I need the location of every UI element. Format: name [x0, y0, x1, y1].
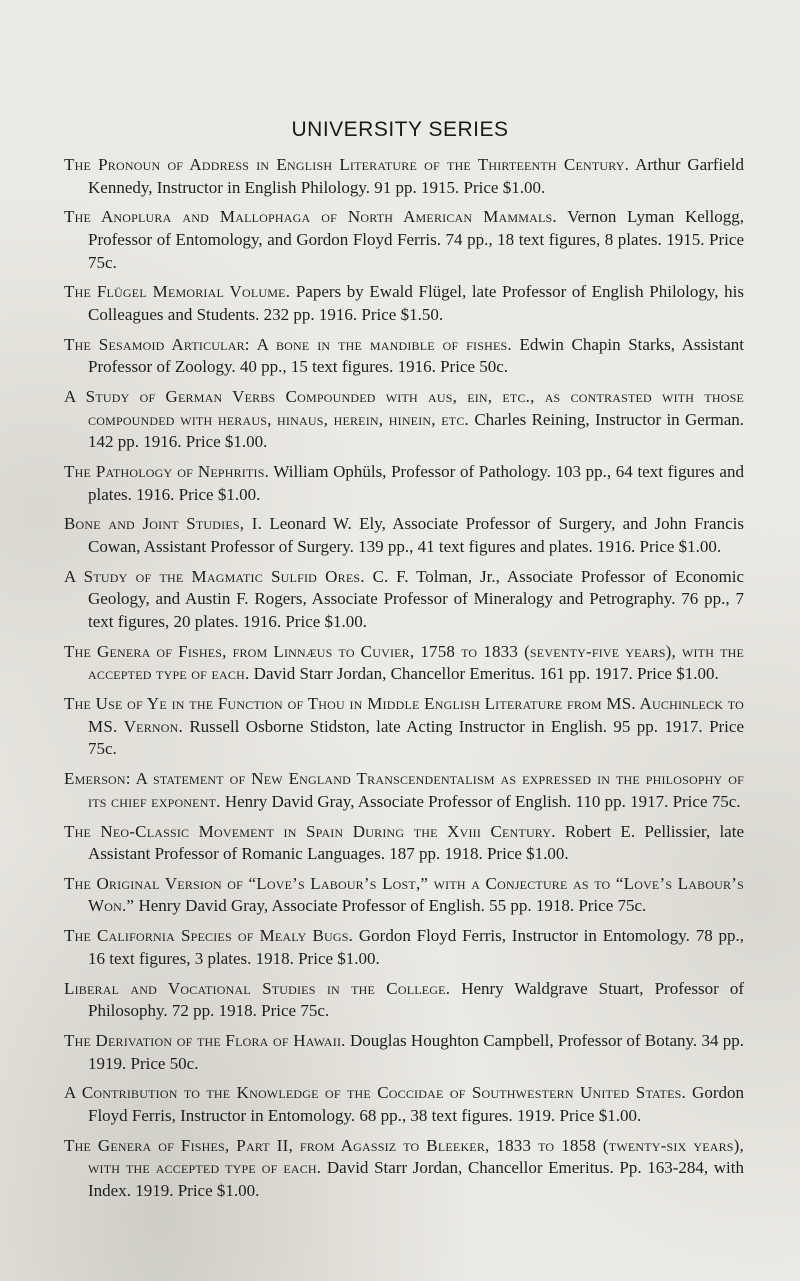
publication-entry: [64, 154, 744, 199]
entry-details: Henry Waldgrave Stuart, Professor of Philosophy. 72 pp. 1918. Price 75c.: [88, 978, 744, 1021]
entry-details: Arthur Garfield Kennedy, Instructor in English Philology. 91 pp. 1915. Price $1.00.: [88, 155, 745, 197]
publication-entry: [64, 281, 744, 326]
entry-details: Vernon Lyman Kellogg, Professor of Entomology, and Gordon Floyd Ferris. 74 pp., 18 text figures, 8 plates. 1915. Price 75c.: [88, 207, 744, 272]
entry-details: C. F. Tolman, Jr., Associate Professor of Economic Geology, and Austin F. Rogers, Associate Professor of Mineralogy and Petrography. 76 pp., 7 text figures, 20 plates. 1916. Price $1.00.: [88, 566, 745, 631]
entry-details: Russell Osborne Stidston, late Acting Instructor in English. 95 pp. 1917. Price 75c.: [88, 716, 744, 759]
entry-details: Douglas Houghton Campbell, Professor of Botany. 34 pp. 1919. Price 50c.: [88, 1031, 745, 1073]
entry-details: Robert E. Pellissier, late Assistant Professor of Romanic Languages. 187 pp. 1918. Price $1.00.: [88, 821, 744, 864]
entry-details: Leonard W. Ely, Associate Professor of Surgery, and John Francis Cowan, Assistant Professor of Surgery. 139 pp., 41 text figures and plates. 1916. Price $1.00.: [88, 514, 744, 557]
entry-title: The Use of Ye in the Function of Thou in Middle English Literature from MS. Auchinleck to MS. Vernon.: [64, 694, 744, 736]
publication-entry: [64, 461, 744, 506]
entry-details: William Ophüls, Professor of Pathology. 103 pp., 64 text figures and plates. 1916. Price $1.00.: [88, 462, 744, 504]
entry-title: The Genera of Fishes, Part II, from Agassiz to Bleeker, 1833 to 1858 (twenty-six years), with the accepted type of each.: [64, 1135, 744, 1178]
publication-entry: [64, 768, 744, 813]
entry-details: Edwin Chapin Starks, Assistant Professor of Zoology. 40 pp., 15 text figures. 1916. Price 50c.: [88, 334, 744, 377]
entry-title: Emerson: A statement of New England Transcendentalism as expressed in the philosophy of its chief exponent.: [64, 769, 744, 811]
publication-entry: [64, 513, 744, 558]
entry-title: The Sesamoid Articular: A bone in the mandible of fishes.: [64, 334, 512, 354]
entry-title: The Pathology of Nephritis.: [64, 462, 270, 482]
entry-title: The Anoplura and Mallophaga of North American Mammals.: [64, 207, 557, 227]
entry-title: The Pronoun of Address in English Literature of the Thirteenth Century.: [64, 155, 630, 174]
entry-details: David Starr Jordan, Chancellor Emeritus. Pp. 163-284, with Index. 1919. Price $1.00.: [88, 1158, 745, 1200]
entry-title: The Genera of Fishes, from Linnæus to Cuvier, 1758 to 1833 (seventy-five years), with the accepted type of each.: [64, 641, 744, 684]
publication-entry: [64, 641, 744, 686]
entry-details: Henry David Gray, Associate Professor of English. 110 pp. 1917. Price 75c.: [224, 791, 741, 811]
entry-title: The Flügel Memorial Volume.: [64, 282, 291, 302]
publication-list: [64, 154, 744, 1210]
publication-entry: [64, 693, 744, 761]
entry-title: Liberal and Vocational Studies in the College.: [64, 978, 451, 998]
publication-entry: [64, 1030, 744, 1075]
entry-details: Henry David Gray, Associate Professor of English. 55 pp. 1918. Price 75c.: [138, 896, 647, 916]
publication-entry: [64, 334, 744, 379]
publication-entry: [64, 821, 744, 866]
entry-title: A Contribution to the Knowledge of the Coccidae of Southwestern United States.: [64, 1083, 686, 1103]
publication-entry: [64, 1082, 744, 1127]
entry-details: Gordon Floyd Ferris, Instructor in Entomology. 68 pp., 38 text figures. 1919. Price $1.00.: [88, 1083, 744, 1125]
publication-entry: [64, 206, 744, 274]
entry-title: The California Species of Mealy Bugs.: [64, 926, 354, 946]
publication-entry: [64, 386, 744, 454]
publication-entry: [64, 978, 744, 1023]
publication-entry: [64, 925, 744, 970]
entry-title: The Neo-Classic Movement in Spain During the Xviii Century.: [64, 821, 556, 841]
publication-entry: [64, 1135, 744, 1203]
publication-entry: [64, 873, 744, 918]
publication-entry: [64, 566, 744, 634]
entry-details: Charles Reining, Instructor in German. 142 pp. 1916. Price $1.00.: [88, 409, 745, 452]
entry-title: The Original Version of “Love’s Labour’s Lost,” with a Conjecture as to “Love’s Labour’s Won.”: [64, 873, 744, 916]
entry-title: The Derivation of the Flora of Hawaii.: [64, 1031, 346, 1050]
entry-title: A Study of German Verbs Compounded with aus, ein, etc., as contrasted with those compounded with heraus, hinaus, herein, hinein, etc.: [64, 387, 744, 429]
entry-details: Gordon Floyd Ferris, Instructor in Entomology. 78 pp., 16 text figures, 3 plates. 1918. Price $1.00.: [88, 926, 744, 968]
entry-details: David Starr Jordan, Chancellor Emeritus. 161 pp. 1917. Price $1.00.: [253, 664, 719, 684]
entry-title: A Study of the Magmatic Sulfid Ores.: [64, 566, 365, 586]
entry-details: Papers by Ewald Flügel, late Professor of English Philology, his Colleagues and Students. 232 pp. 1916. Price $1.50.: [88, 282, 745, 324]
entry-title: Bone and Joint Studies, I.: [64, 514, 263, 534]
page-title: UNIVERSITY SERIES: [291, 118, 509, 141]
